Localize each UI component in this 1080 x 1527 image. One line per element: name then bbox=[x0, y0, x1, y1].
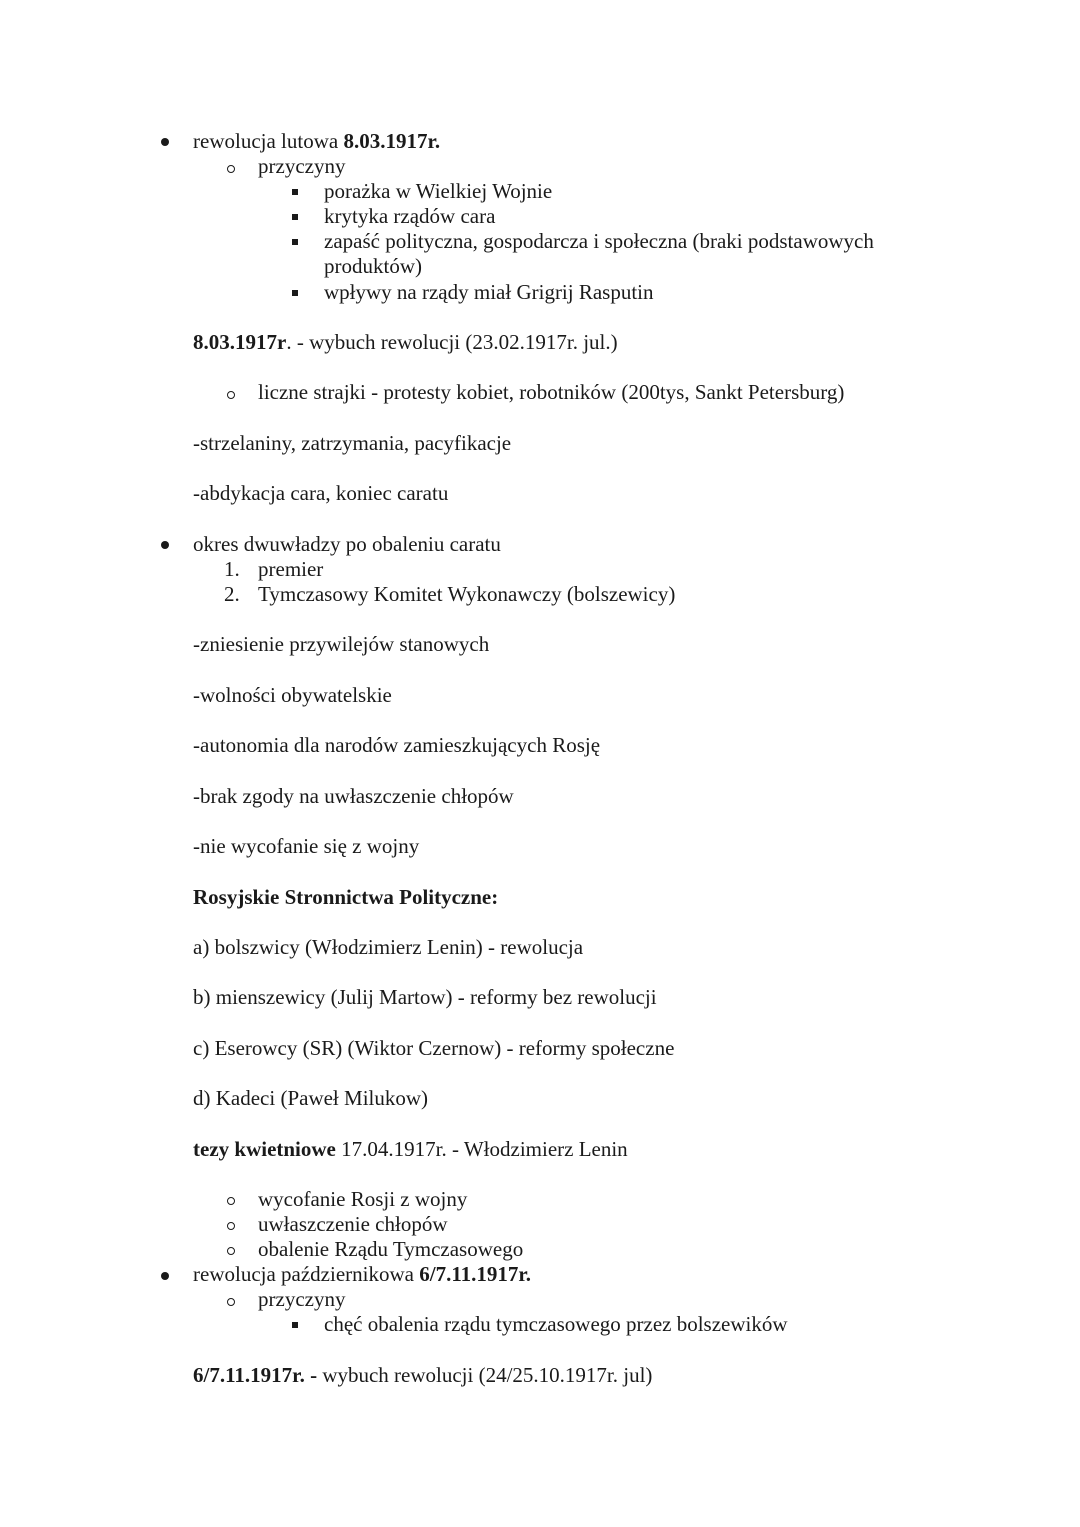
square-bullet-icon bbox=[292, 290, 298, 296]
parties-title: Rosyjskie Stronnictwa Polityczne: bbox=[193, 885, 499, 909]
numbered-item: Tymczasowy Komitet Wykonawczy (bolszewicy) bbox=[258, 582, 676, 606]
circle-bullet-icon bbox=[227, 391, 235, 399]
section-heading-february-revolution: rewolucja lutowa 8.03.1917r. bbox=[193, 129, 441, 153]
dash-item: -wolności obywatelskie bbox=[193, 683, 392, 707]
dash-item: -nie wycofanie się z wojny bbox=[193, 834, 420, 858]
cause-item: krytyka rządów cara bbox=[324, 204, 496, 228]
heading-date: 6/7.11.1917r. bbox=[419, 1262, 532, 1286]
thesis-item: wycofanie Rosji z wojny bbox=[258, 1187, 468, 1211]
section-heading-october-revolution: rewolucja październikowa 6/7.11.1917r. bbox=[193, 1262, 532, 1286]
square-bullet-icon bbox=[292, 239, 298, 245]
dash-item: -autonomia dla narodów zamieszkujących Rosję bbox=[193, 733, 601, 757]
circle-bullet-icon bbox=[227, 1197, 235, 1205]
april-theses-line: tezy kwietniowe 17.04.1917r. - Włodzimierz Lenin bbox=[193, 1137, 628, 1161]
dash-item: -strzelaniny, zatrzymania, pacyfikacje bbox=[193, 431, 512, 455]
april-theses-label: tezy kwietniowe bbox=[193, 1137, 336, 1161]
circle-bullet-icon bbox=[227, 165, 235, 173]
bullet-icon bbox=[161, 1272, 169, 1280]
section-heading-dual-power: okres dwuwładzy po obaleniu caratu bbox=[193, 532, 501, 556]
dash-item: -abdykacja cara, koniec caratu bbox=[193, 481, 449, 505]
list-number: 2. bbox=[224, 582, 240, 606]
list-number: 1. bbox=[224, 557, 240, 581]
square-bullet-icon bbox=[292, 214, 298, 220]
party-item: d) Kadeci (Paweł Milukow) bbox=[193, 1086, 429, 1110]
party-item: c) Eserowcy (SR) (Wiktor Czernow) - reformy społeczne bbox=[193, 1036, 675, 1060]
dash-item: -zniesienie przywilejów stanowych bbox=[193, 632, 490, 656]
cause-item: chęć obalenia rządu tymczasowego przez bolszewików bbox=[324, 1312, 788, 1336]
dash-item: -brak zgody na uwłaszczenie chłopów bbox=[193, 784, 514, 808]
bullet-icon bbox=[161, 541, 169, 549]
square-bullet-icon bbox=[292, 189, 298, 195]
outbreak-line: 6/7.11.1917r. - wybuch rewolucji (24/25.10.1917r. jul) bbox=[193, 1363, 653, 1387]
outbreak-date: 8.03.1917r bbox=[193, 330, 287, 354]
circle-bullet-icon bbox=[227, 1222, 235, 1230]
causes-label: przyczyny bbox=[258, 154, 346, 178]
party-item: b) mienszewicy (Julij Martow) - reformy bez rewolucji bbox=[193, 985, 657, 1009]
cause-item: porażka w Wielkiej Wojnie bbox=[324, 179, 553, 203]
circle-bullet-icon bbox=[227, 1298, 235, 1306]
heading-date: 8.03.1917r. bbox=[343, 129, 441, 153]
causes-label: przyczyny bbox=[258, 1287, 346, 1311]
cause-item: wpływy na rządy miał Grigrij Rasputin bbox=[324, 280, 654, 304]
thesis-item: obalenie Rządu Tymczasowego bbox=[258, 1237, 524, 1261]
cause-item: zapaść polityczna, gospodarcza i społeczna (braki podstawowych bbox=[324, 229, 874, 253]
party-item: a) bolszwicy (Włodzimierz Lenin) - rewolucja bbox=[193, 935, 584, 959]
square-bullet-icon bbox=[292, 1322, 298, 1328]
numbered-item: premier bbox=[258, 557, 324, 581]
thesis-item: uwłaszczenie chłopów bbox=[258, 1212, 448, 1236]
outbreak-line: 8.03.1917r. - wybuch rewolucji (23.02.1917r. jul.) bbox=[193, 330, 618, 354]
strikes-item: liczne strajki - protesty kobiet, robotników (200tys, Sankt Petersburg) bbox=[258, 380, 845, 404]
cause-item-continuation: produktów) bbox=[324, 254, 422, 278]
bullet-icon bbox=[161, 138, 169, 146]
outbreak-date: 6/7.11.1917r. - bbox=[193, 1363, 318, 1387]
circle-bullet-icon bbox=[227, 1247, 235, 1255]
